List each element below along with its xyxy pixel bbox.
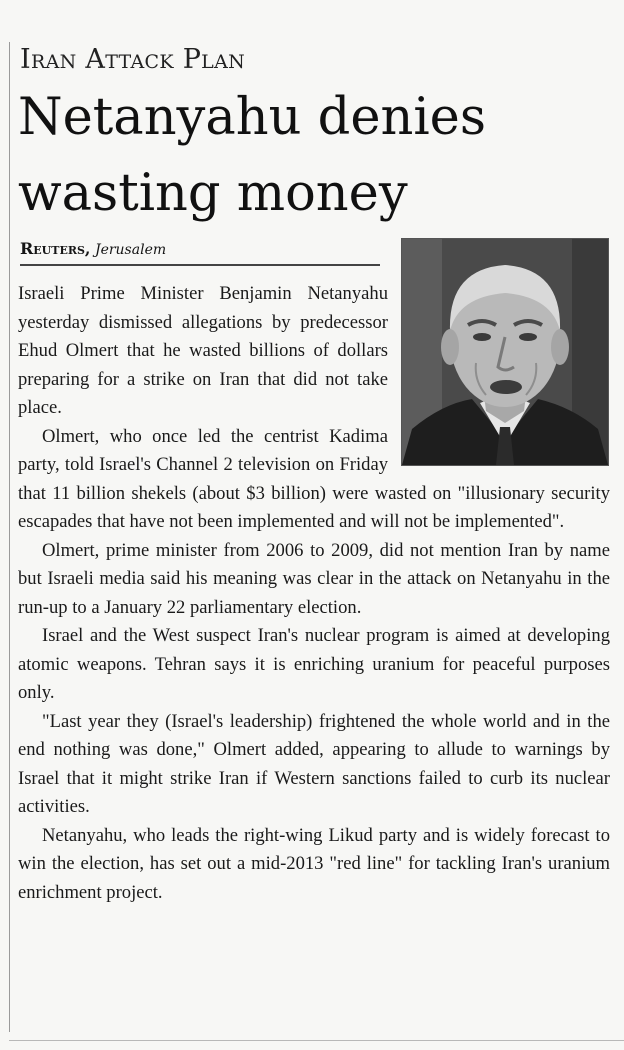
byline bbox=[20, 239, 380, 266]
paragraph: Netanyahu, who leads the right-wing Likud party and is widely forecast to win the election, has set out a mid-2013 "red line" for tackling Iran's uranium enrichment project. bbox=[18, 824, 610, 903]
paragraph: Israeli Prime Minister Benjamin Netanyahu yesterday dismissed allegations by predecessor Ehud Olmert that he wasted billions of dollars preparing for a strike on Iran that did not take place. bbox=[18, 283, 388, 418]
section-kicker: Iran Attack Plan bbox=[20, 44, 246, 75]
byline-place: Jerusalem bbox=[94, 242, 167, 258]
paragraph: Olmert, prime minister from 2006 to 2009, did not mention Iran by name but Israeli media said his meaning was clear in the attack on Netanyahu in the run-up to a January 22 parliamentary election. bbox=[18, 539, 610, 618]
bottom-rule bbox=[9, 1040, 624, 1041]
column-rule bbox=[9, 42, 10, 1032]
article-headline: Netanyahu denies wasting money bbox=[18, 88, 487, 223]
byline-agency: Reuters, bbox=[20, 239, 91, 258]
paragraph: "Last year they (Israel's leadership) frightened the whole world and in the end nothing was done," Olmert added, appearing to allude to warnings by Israel that it might strike Iran if Western sanctions failed to curb its nuclear activities. bbox=[18, 710, 610, 817]
photo-wrap-space bbox=[388, 280, 610, 466]
paragraph: Olmert, who once led the centrist Kadima party, told Israel's Channel 2 television on Friday that 11 billion shekels (about $3 billion) were wasted on "illusionary security escapades that have not been implemented and will not be implemented". bbox=[18, 425, 610, 532]
paragraph: Israel and the West suspect Iran's nuclear program is aimed at developing atomic weapons. Tehran says it is enriching uranium for peaceful purposes only. bbox=[18, 625, 610, 703]
article-body bbox=[18, 280, 610, 907]
